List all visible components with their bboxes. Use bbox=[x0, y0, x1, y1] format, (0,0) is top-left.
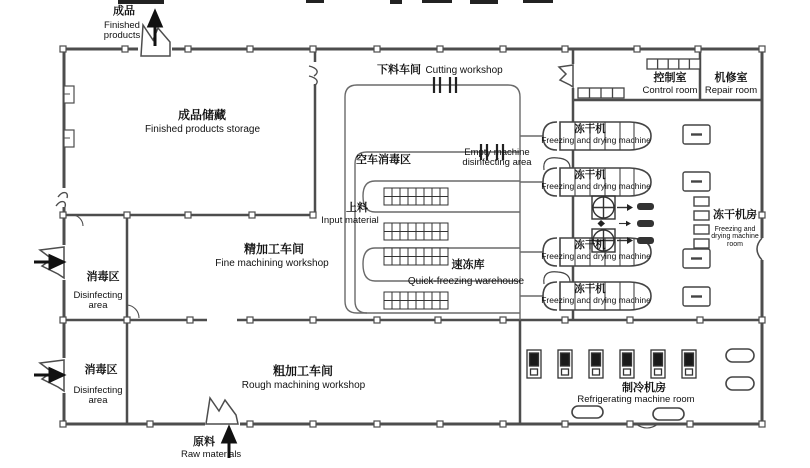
label-storage-zh: 成品储藏 bbox=[177, 108, 226, 122]
control-room-door bbox=[559, 65, 573, 87]
label-raw-materials-en: Raw materials bbox=[181, 449, 242, 460]
label-empty-disinfecting-en bbox=[444, 148, 550, 168]
label-freeze-dryer-2-en: Freezing and drying machine bbox=[541, 181, 651, 191]
label-cutting-zh: 下料车间 bbox=[377, 64, 421, 76]
control-panel bbox=[683, 125, 710, 144]
label-fine-machining-en: Fine machining workshop bbox=[215, 258, 329, 269]
label-disinfecting-1-en bbox=[67, 291, 129, 311]
label-disinfecting-2-en1: Disinfecting bbox=[73, 385, 123, 396]
label-quick-freezing-en: Quick-freezing warehouse bbox=[407, 276, 525, 287]
pump-icon bbox=[592, 196, 615, 219]
console-desk bbox=[647, 59, 700, 69]
refrigerator-unit bbox=[589, 350, 603, 378]
label-dryer-room-zh: 冻干机房 bbox=[713, 209, 757, 221]
refrigerator-unit bbox=[620, 350, 634, 378]
label-disinfecting-2-en2: area bbox=[88, 394, 108, 406]
label-cutting-workshop bbox=[377, 61, 503, 78]
label-finished-products-en: Finished products bbox=[103, 20, 141, 41]
label-repair-room-en: Repair room bbox=[704, 85, 758, 96]
label-empty-disinfecting-zh: 空车消毒区 bbox=[356, 154, 411, 166]
label-dryer-room-en1: Freezing and bbox=[714, 226, 756, 233]
label-freeze-dryer-1-en: Freezing and drying machine bbox=[541, 135, 651, 145]
label-disinfecting-1-en2: area bbox=[88, 299, 108, 311]
label-refrigerating-room-zh: 制冷机房 bbox=[622, 382, 666, 394]
label-disinfecting-1-en1: Disinfecting bbox=[73, 290, 123, 301]
label-dryer-room-en bbox=[700, 226, 770, 248]
tank bbox=[653, 408, 684, 420]
label-raw-materials-zh: 原料 bbox=[193, 436, 215, 448]
label-dryer-room-en2: drying machine bbox=[711, 233, 759, 241]
label-control-room-en: Control room bbox=[642, 85, 698, 96]
small-unit bbox=[694, 197, 709, 206]
label-input-material-zh: 上料 bbox=[346, 202, 368, 214]
refrigerator-unit bbox=[527, 350, 541, 378]
tank bbox=[572, 406, 603, 418]
label-refrigerating-room-en: Refrigerating machine room bbox=[577, 394, 695, 405]
trolley-racks bbox=[384, 188, 448, 309]
label-disinfecting-2-en bbox=[67, 386, 129, 406]
tank bbox=[726, 349, 754, 362]
control-panel bbox=[683, 172, 710, 191]
refrigerator-unit bbox=[651, 350, 665, 378]
label-control-room-zh: 控制室 bbox=[653, 72, 687, 84]
trolley-rack bbox=[384, 188, 448, 205]
label-disinfecting-1-zh: 消毒区 bbox=[86, 271, 120, 283]
label-empty-disinfecting-en1: Empty machine bbox=[464, 147, 530, 158]
label-rough-machining-en: Rough machining workshop bbox=[241, 380, 366, 391]
label-freeze-dryer-3-en: Freezing and drying machine bbox=[541, 251, 651, 261]
label-freeze-dryer-3-zh: 冻干机 bbox=[574, 239, 606, 251]
control-panel bbox=[683, 249, 710, 268]
wall-break-symbols bbox=[56, 66, 317, 207]
label-input-material-en: Input material bbox=[321, 215, 379, 226]
refrigerator-unit bbox=[682, 350, 696, 378]
label-fine-machining-zh: 精加工车间 bbox=[243, 242, 304, 256]
raw-materials-door bbox=[206, 398, 238, 424]
label-quick-freezing-zh: 速冻库 bbox=[451, 259, 485, 271]
refrigerator-unit bbox=[558, 350, 572, 378]
label-empty-disinfecting-en2: disinfecting area bbox=[462, 156, 532, 168]
trolley-rack bbox=[384, 292, 448, 309]
label-storage-en: Finished products storage bbox=[144, 124, 261, 135]
label-dryer-room-en3: room bbox=[727, 240, 743, 248]
console-desk bbox=[578, 88, 624, 98]
label-freeze-dryer-4-zh: 冻干机 bbox=[574, 283, 606, 295]
label-rough-machining-zh: 粗加工车间 bbox=[272, 364, 333, 378]
storage-inner-door bbox=[72, 215, 83, 226]
tank bbox=[726, 377, 754, 390]
control-panel bbox=[683, 287, 710, 306]
label-cutting-en: Cutting workshop bbox=[425, 65, 503, 76]
label-freeze-dryer-4-en: Freezing and drying machine bbox=[541, 295, 651, 305]
cropped-title-fragments bbox=[118, 0, 553, 4]
label-disinfecting-2-zh: 消毒区 bbox=[84, 364, 118, 376]
trolley-rack bbox=[384, 248, 448, 265]
label-repair-room-zh: 机修室 bbox=[714, 72, 748, 84]
label-freeze-dryer-2-zh: 冻干机 bbox=[574, 169, 606, 181]
label-freeze-dryer-1-zh: 冻干机 bbox=[574, 123, 606, 135]
label-finished-products-zh: 成品 bbox=[113, 5, 135, 17]
trolley-rack bbox=[384, 223, 448, 240]
